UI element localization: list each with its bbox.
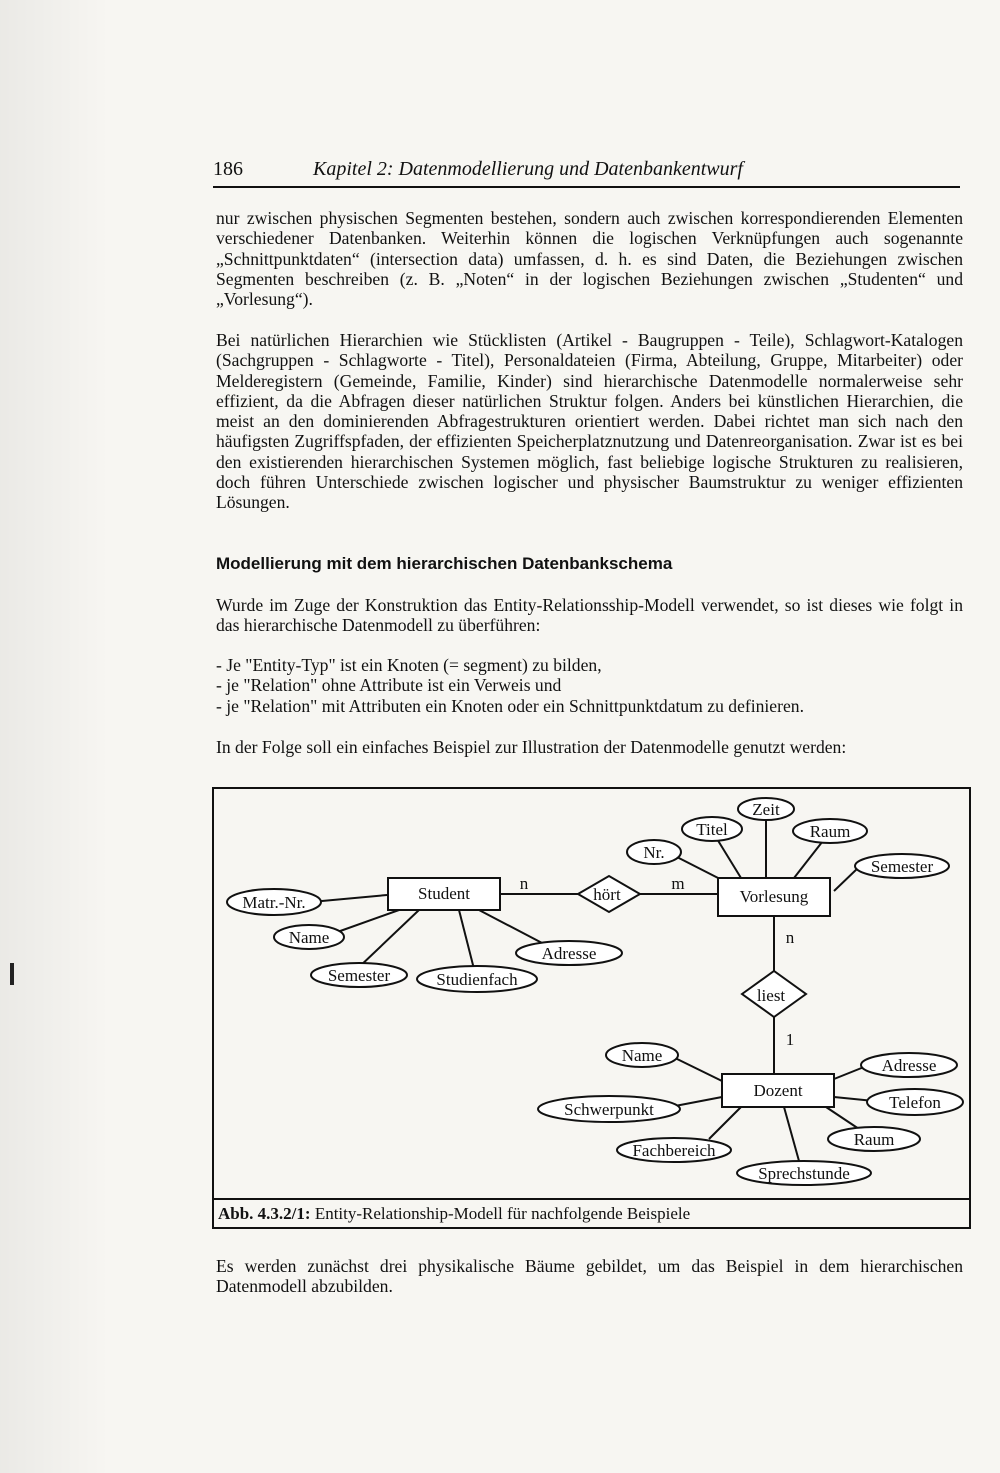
attribute-label: Telefon <box>889 1093 941 1112</box>
attribute-label: Titel <box>696 820 728 839</box>
er-diagram-figure <box>212 787 971 1229</box>
attribute-label: Schwerpunkt <box>564 1100 654 1119</box>
figure-caption-label: Abb. 4.3.2/1: <box>218 1204 311 1223</box>
rule-item: - je "Relation" mit Attributen ein Knoten oder ein Schnittpunktdatum zu definieren. <box>216 695 804 716</box>
paragraph-1: nur zwischen physischen Segmenten bestehen, sondern auch zwischen korrespondierenden Elementen verschiedener Datenbanken. Weiterhin können die logischen Verknüpfungen auch sogenannte „Schnittpunktdaten“ (intersection data) umfassen, d. h. es sind Daten, die Beziehungen zwischen Segmenten beschreiben (z. B. „Noten“ in der logischen Beziehungen zwischen „Studenten“ und „Vorlesung“). <box>216 208 963 310</box>
cardinality-label: 1 <box>785 1030 795 1049</box>
entity-label: Vorlesung <box>739 887 809 906</box>
entity-label: Student <box>418 884 470 903</box>
attribute-label: Adresse <box>541 944 597 963</box>
rule-item: - je "Relation" ohne Attribute ist ein Verweis und <box>216 675 562 696</box>
scan-mark <box>10 963 14 985</box>
figure-caption <box>218 1204 690 1224</box>
attribute-label: Sprechstunde <box>758 1164 850 1183</box>
cardinality-label: n <box>519 874 529 893</box>
edge-line <box>784 1107 799 1161</box>
section-heading: Modellierung mit dem hierarchischen Datenbankschema <box>216 554 673 573</box>
edge-line <box>459 910 474 969</box>
attribute-label: Semester <box>327 966 391 985</box>
attribute-label: Raum <box>853 1130 895 1149</box>
relationship-label: hört <box>593 885 621 904</box>
scan-shadow <box>0 0 110 1473</box>
chapter-title: Kapitel 2: Datenmodellierung und Datenbankentwurf <box>313 158 743 180</box>
edge-line <box>834 1067 864 1079</box>
cardinality-label: n <box>785 928 795 947</box>
edge-line <box>675 1097 722 1106</box>
paragraph-2: Bei natürlichen Hierarchien wie Stücklisten (Artikel - Baugruppen - Teile), Schlagwort-Katalogen (Sachgruppen - Schlagworte - Titel), Personaldateien (Firma, Abteilung, Gruppe, Mitarbeiter) oder Melderegistern (Gemeinde, Familie, Kinder) sind hierarchische Datenmodelle normalerweise sehr effizient, da die Abfragen dieser natürlichen Struktur folgen. Anders bei künstlichen Hierarchien, die meist an den dominierenden Abfragestrukturen orientiert werden. Dabei richtet man sich nach den häufigsten Zugriffspfaden, der effizienten Speicherplatznutzung und Datenreorganisation. Zwar ist es bei den existierenden hierarchischen Systemen möglich, fast beliebige logische Strukturen zu realisieren, doch führen Unterschiede zwischen logischer und physischer Baumstruktur zu weniger effizienten Lösungen. <box>216 330 963 513</box>
er-diagram <box>214 789 969 1198</box>
attribute-label: Matr.-Nr. <box>242 893 306 912</box>
attribute-label: Semester <box>870 857 934 876</box>
paragraph-4: In der Folge soll ein einfaches Beispiel zur Illustration der Datenmodelle genutzt werden: <box>216 737 847 757</box>
attribute-label: Zeit <box>752 800 780 819</box>
edge-line <box>357 910 419 969</box>
rule-list <box>216 655 804 716</box>
entity-label: Dozent <box>753 1081 803 1100</box>
rule-item: - Je "Entity-Typ" ist ein Knoten (= segment) zu bilden, <box>216 655 602 675</box>
figure-caption-bar <box>214 1198 969 1229</box>
relationship-label: liest <box>756 986 786 1005</box>
page-header <box>213 158 960 188</box>
page-number: 186 <box>213 158 243 180</box>
edge-line <box>479 910 544 944</box>
attribute-label: Name <box>621 1046 663 1065</box>
attribute-label: Name <box>288 928 330 947</box>
attribute-label: Adresse <box>881 1056 937 1075</box>
attribute-label: Studienfach <box>436 970 518 989</box>
attribute-label: Raum <box>809 822 851 841</box>
attribute-label: Fachbereich <box>632 1141 716 1160</box>
edge-line <box>311 895 387 902</box>
paragraph-5: Es werden zunächst drei physikalische Bäume gebildet, um das Beispiel in dem hierarchischen Datenmodell abzubilden. <box>216 1256 963 1297</box>
figure-caption-text: Entity-Relationship-Modell für nachfolgende Beispiele <box>314 1204 691 1223</box>
cardinality-label: m <box>671 874 685 893</box>
edge-line <box>709 1107 741 1139</box>
edge-line <box>834 867 859 891</box>
paragraph-3: Wurde im Zuge der Konstruktion das Entity-Relationsship-Modell verwendet, so ist dieses wie folgt in das hierarchische Datenmodell zu überführen: <box>216 595 963 636</box>
attribute-label: Nr. <box>643 843 665 862</box>
edge-line <box>673 1057 722 1081</box>
